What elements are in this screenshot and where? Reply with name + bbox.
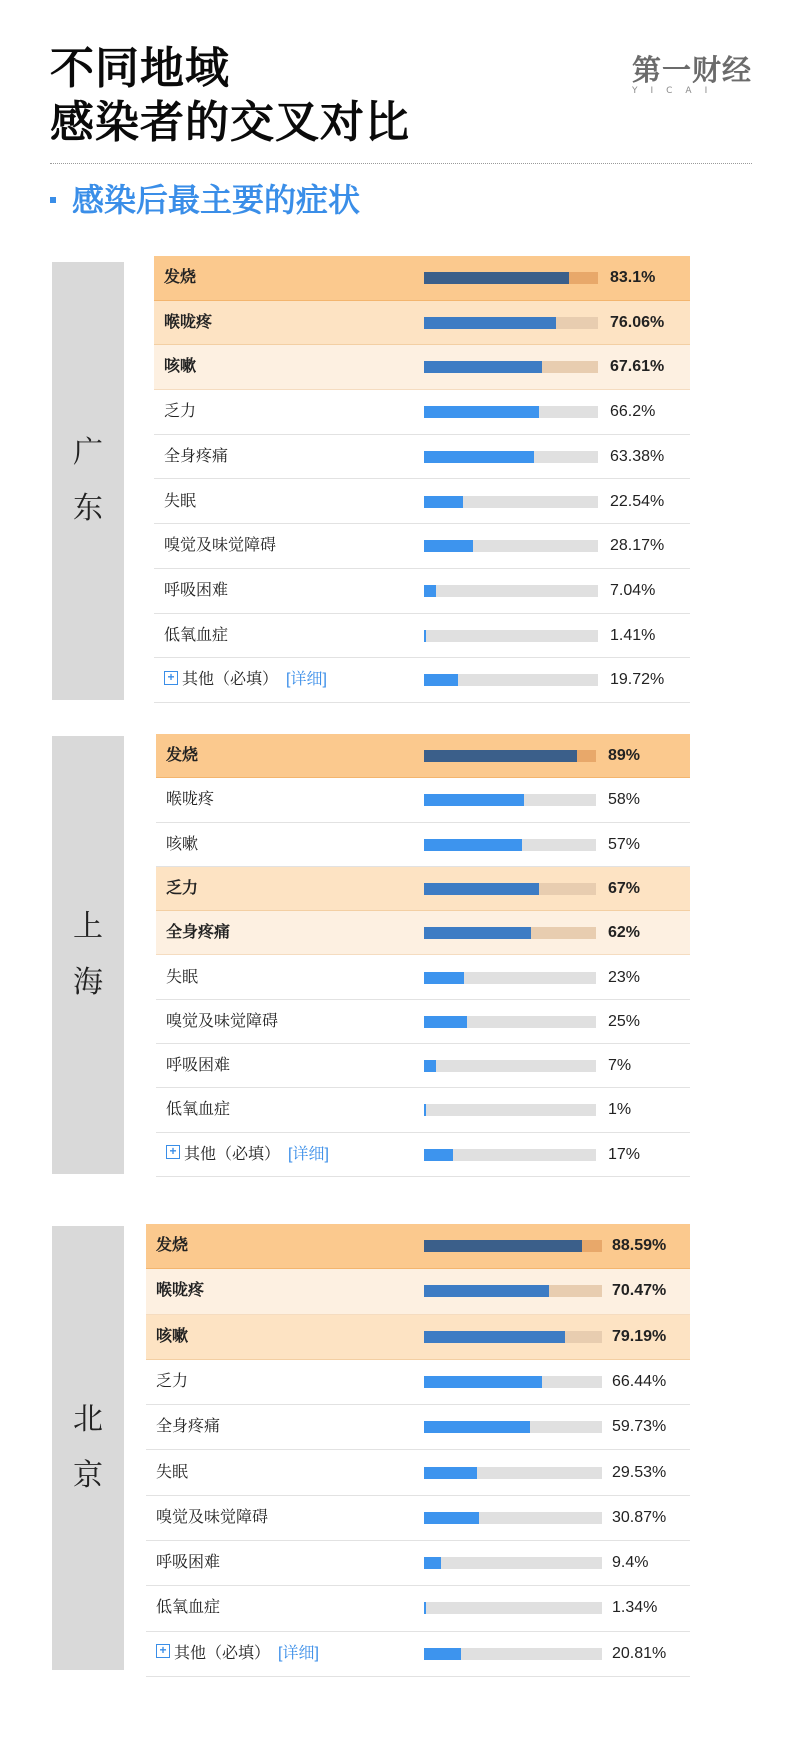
logo-text-cn: 第一财经 <box>632 53 753 87</box>
bar-fill <box>424 883 539 895</box>
percent-label: 57% <box>608 835 641 853</box>
logo-text-en: YICAI <box>632 86 721 96</box>
table-row <box>154 435 690 480</box>
bar-track <box>424 674 598 686</box>
title-line-1: 不同地域 <box>50 43 230 94</box>
symptom-label[interactable] <box>166 1133 329 1176</box>
region-label-char: 京 <box>73 1458 103 1493</box>
percent-label: 1.41% <box>610 626 656 644</box>
percent-label: 89% <box>608 747 641 764</box>
region-panel <box>52 736 124 1174</box>
table-row <box>146 1541 690 1586</box>
percent-label: 59.73% <box>612 1418 667 1436</box>
bar-track <box>424 361 598 373</box>
symptom-label: 低氧血症 <box>166 1101 231 1119</box>
table-row <box>154 569 690 614</box>
bar-track <box>424 540 598 552</box>
region-label-char: 广 <box>73 435 103 470</box>
bar-fill <box>424 927 531 939</box>
bar-track <box>424 1149 596 1161</box>
bar-fill <box>424 839 522 851</box>
table-row <box>146 1315 690 1360</box>
title-line-2: 感染者的交叉对比 <box>50 97 410 148</box>
bar-fill <box>424 451 534 463</box>
symptom-label[interactable] <box>164 658 327 701</box>
table-row <box>146 1451 690 1496</box>
table-row <box>154 390 690 435</box>
symptom-label-text: 其他（必填） <box>182 671 279 689</box>
table-row <box>156 1088 690 1132</box>
bar-fill <box>424 750 577 762</box>
percent-label: 30.87% <box>612 1508 667 1526</box>
percent-label: 1.34% <box>612 1599 658 1617</box>
symptom-label: 嗅觉及味觉障碍 <box>166 1012 279 1030</box>
region-panel <box>52 262 124 700</box>
bar-track <box>424 883 596 895</box>
symptom-label: 低氧血症 <box>164 626 229 644</box>
bar-fill <box>424 361 542 373</box>
bar-track <box>424 317 598 329</box>
bar-track <box>424 1285 602 1297</box>
symptom-label: 失眠 <box>156 1463 189 1481</box>
percent-label: 83.1% <box>610 269 656 286</box>
symptom-label: 咳嗽 <box>166 835 199 853</box>
table-row <box>146 1632 690 1677</box>
bar-fill <box>424 1285 549 1297</box>
percent-label: 66.44% <box>612 1372 667 1390</box>
table-row <box>154 301 690 346</box>
region-label-char: 东 <box>73 491 103 526</box>
symptom-label-text: 其他（必填） <box>174 1644 271 1662</box>
percent-label: 19.72% <box>610 671 665 689</box>
bar-track <box>424 1648 602 1660</box>
bar-track <box>424 1512 602 1524</box>
symptom-label: 喉咙疼 <box>156 1282 205 1300</box>
bar-track <box>424 839 596 851</box>
bar-fill <box>424 496 463 508</box>
bar-track <box>424 1602 602 1614</box>
percent-label: 76.06% <box>610 313 665 331</box>
percent-label: 1% <box>608 1101 632 1119</box>
table-row <box>154 345 690 390</box>
symptom-label: 全身疼痛 <box>166 924 231 942</box>
symptom-label: 嗅觉及味觉障碍 <box>156 1508 269 1526</box>
bar-track <box>424 927 596 939</box>
bar-track <box>424 1376 602 1388</box>
bar-fill <box>424 1376 542 1388</box>
expand-plus-icon[interactable]: + <box>166 1145 180 1159</box>
symptom-label: 喉咙疼 <box>166 791 215 809</box>
percent-label: 88.59% <box>612 1237 667 1254</box>
bar-track <box>424 1331 602 1343</box>
table-row <box>156 1044 690 1088</box>
bar-fill <box>424 1240 582 1252</box>
title-divider <box>50 163 752 164</box>
bar-track <box>424 1421 602 1433</box>
symptom-label: 发烧 <box>156 1237 189 1254</box>
bar-track <box>424 750 596 762</box>
table-row <box>154 524 690 569</box>
table-row <box>156 1000 690 1044</box>
percent-label: 67% <box>608 879 641 897</box>
bar-fill <box>424 1421 530 1433</box>
region-label-char: 北 <box>73 1402 103 1437</box>
bar-fill <box>424 674 458 686</box>
bar-fill <box>424 540 473 552</box>
percent-label: 79.19% <box>612 1327 667 1345</box>
bar-fill <box>424 272 569 284</box>
bar-fill <box>424 1602 426 1614</box>
symptom-label: 全身疼痛 <box>156 1418 221 1436</box>
table-row <box>146 1496 690 1541</box>
symptom-label: 全身疼痛 <box>164 447 229 465</box>
table-row <box>154 658 690 703</box>
bar-fill <box>424 1557 441 1569</box>
bar-fill <box>424 972 464 984</box>
symptom-label: 乏力 <box>156 1372 189 1390</box>
symptom-label[interactable] <box>156 1632 319 1675</box>
bar-fill <box>424 1331 565 1343</box>
percent-label: 17% <box>608 1145 641 1163</box>
bar-fill <box>424 1648 461 1660</box>
percent-label: 20.81% <box>612 1644 667 1662</box>
bar-track <box>424 1104 596 1116</box>
percent-label: 67.61% <box>610 358 665 376</box>
symptom-label: 失眠 <box>164 492 197 510</box>
symptom-label: 乏力 <box>166 879 199 897</box>
bar-track <box>424 1557 602 1569</box>
bar-track <box>424 585 598 597</box>
bar-track <box>424 272 598 284</box>
table-row <box>154 480 690 525</box>
yicai-logo <box>632 54 752 98</box>
table-row <box>146 1360 690 1405</box>
percent-label: 25% <box>608 1012 641 1030</box>
bar-fill <box>424 794 524 806</box>
symptom-label: 发烧 <box>166 747 199 764</box>
percent-label: 23% <box>608 968 641 986</box>
table-row <box>146 1269 690 1314</box>
bar-track <box>424 1240 602 1252</box>
table-row <box>156 734 690 778</box>
percent-label: 29.53% <box>612 1463 667 1481</box>
table-row <box>146 1405 690 1450</box>
symptom-label: 嗅觉及味觉障碍 <box>164 537 277 555</box>
detail-link[interactable]: [详细] <box>286 671 327 689</box>
percent-label: 28.17% <box>610 537 665 555</box>
expand-plus-icon[interactable]: + <box>156 1644 170 1658</box>
table-row <box>156 778 690 822</box>
bar-track <box>424 1016 596 1028</box>
percent-label: 58% <box>608 791 641 809</box>
section-subtitle <box>50 178 360 222</box>
page-title <box>50 42 410 150</box>
table-row <box>154 614 690 659</box>
expand-plus-icon[interactable]: + <box>164 671 178 685</box>
region-label-char: 海 <box>73 965 103 1000</box>
bar-track <box>424 1060 596 1072</box>
bar-track <box>424 406 598 418</box>
region-label-char: 上 <box>73 909 103 944</box>
symptom-label: 呼吸困难 <box>164 581 229 599</box>
detail-link[interactable]: [详细] <box>288 1145 329 1163</box>
bar-track <box>424 496 598 508</box>
region-panel <box>52 1226 124 1670</box>
symptom-label: 咳嗽 <box>156 1327 189 1345</box>
symptom-label: 乏力 <box>164 403 197 421</box>
symptom-label-text: 其他（必填） <box>184 1145 281 1163</box>
table-row <box>154 256 690 301</box>
bar-fill <box>424 1467 477 1479</box>
bullet-icon <box>50 197 56 203</box>
bar-fill <box>424 1016 467 1028</box>
bar-track <box>424 451 598 463</box>
symptom-label: 低氧血症 <box>156 1599 221 1617</box>
table-row <box>146 1586 690 1631</box>
bar-fill <box>424 406 539 418</box>
percent-label: 9.4% <box>612 1554 649 1572</box>
symptom-label: 呼吸困难 <box>156 1554 221 1572</box>
percent-label: 7% <box>608 1057 632 1075</box>
table-row <box>146 1224 690 1269</box>
table-row <box>156 1133 690 1177</box>
percent-label: 62% <box>608 924 641 942</box>
symptom-label: 失眠 <box>166 968 199 986</box>
percent-label: 22.54% <box>610 492 665 510</box>
bar-track <box>424 794 596 806</box>
percent-label: 70.47% <box>612 1282 667 1300</box>
bar-fill <box>424 1512 479 1524</box>
table-row <box>156 867 690 911</box>
symptom-label: 呼吸困难 <box>166 1057 231 1075</box>
table-row <box>156 823 690 867</box>
bar-fill <box>424 317 556 329</box>
symptom-label: 发烧 <box>164 269 197 286</box>
percent-label: 63.38% <box>610 447 665 465</box>
bar-fill <box>424 1060 436 1072</box>
bar-fill <box>424 630 426 642</box>
subtitle-text: 感染后最主要的症状 <box>72 181 361 219</box>
bar-fill <box>424 1104 426 1116</box>
percent-label: 66.2% <box>610 403 656 421</box>
symptom-label: 喉咙疼 <box>164 313 213 331</box>
detail-link[interactable]: [详细] <box>278 1644 319 1662</box>
bar-fill <box>424 585 436 597</box>
bar-track <box>424 1467 602 1479</box>
bar-track <box>424 630 598 642</box>
table-row <box>156 911 690 955</box>
bar-track <box>424 972 596 984</box>
bar-fill <box>424 1149 453 1161</box>
percent-label: 7.04% <box>610 581 656 599</box>
symptom-label: 咳嗽 <box>164 358 197 376</box>
table-row <box>156 956 690 1000</box>
